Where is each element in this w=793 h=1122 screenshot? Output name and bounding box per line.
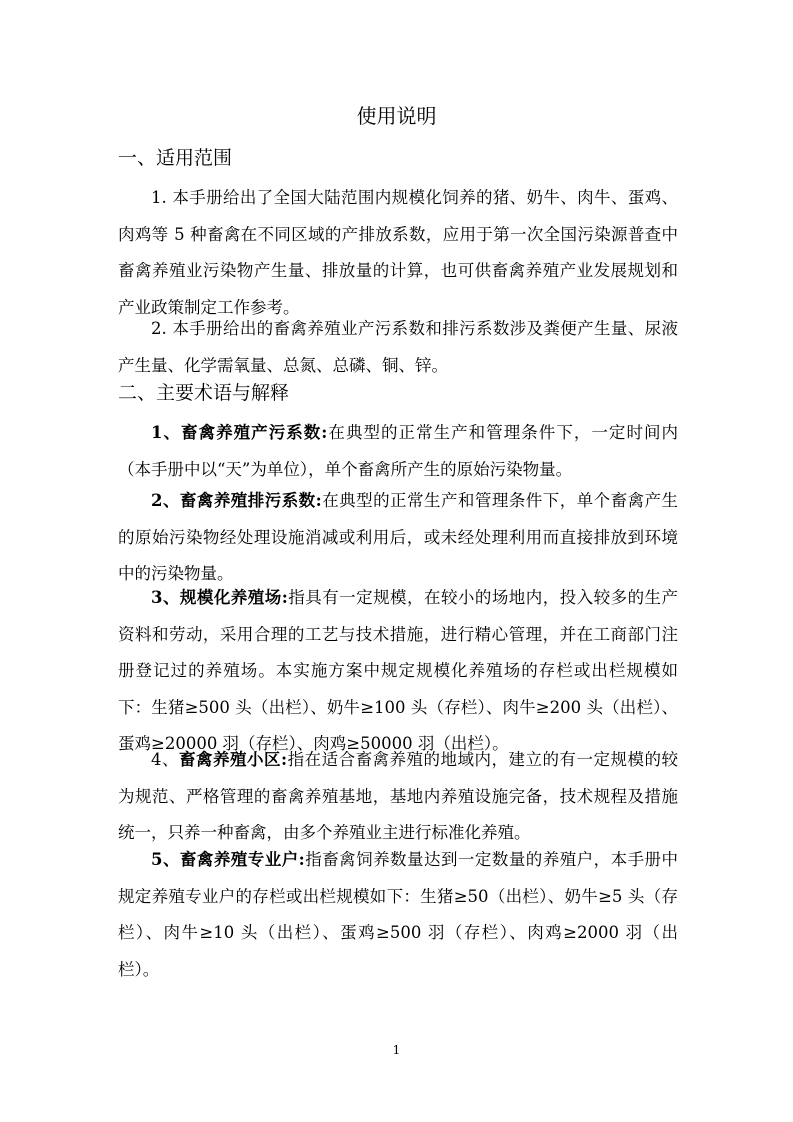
term-production-coefficient [118,415,678,488]
scope-paragraph-1: 1. 本手册给出了全国大陆范围内规模化饲养的猪、奶牛、肉牛、蛋鸡、肉鸡等 5 种畜禽在不同区域的产排放系数，应用于第一次全国污染源普查中畜禽养殖业污染物产生量、排放量的计算，也可供畜禽养殖产业发展规划和产业政策制定工作参考。 [118,188,678,317]
scope-paragraph-2: 2. 本手册给出的畜禽养殖业产污系数和排污系数涉及粪便产生量、尿液产生量、化学需氧量、总氮、总磷、铜、锌。 [118,319,678,375]
term-large-scale-farm [118,580,678,763]
page-number: 1 [392,1043,401,1057]
term-label: 1、畜禽养殖产污系数: [151,423,328,442]
term-specialized-household [118,842,678,988]
term-definition: 在典型的正常生产和管理条件下，一定时间内（本手册中以“天”为单位），单个畜禽所产生的原始污染物量。 [118,423,679,479]
section-heading-scope: 一、适用范围 [118,147,233,169]
term-breeding-community [118,742,678,852]
term-discharge-coefficient [118,483,678,593]
term-label: 5、畜禽养殖专业户: [151,850,305,869]
term-label: 2、畜禽养殖排污系数: [151,491,322,510]
term-definition: 指在适合畜禽养殖的地域内，建立的有一定规模的较为规范、严格管理的畜禽养殖基地，基地内养殖设施完备，技术规程及措施统一，只养一种畜禽，由多个养殖业主进行标准化养殖。 [118,750,679,842]
section-heading-terms: 二、主要术语与解释 [118,382,290,404]
term-label: 3、规模化养殖场: [151,588,288,607]
term-label: 畜禽养殖小区: [179,750,288,769]
term-definition: 在典型的正常生产和管理条件下，单个畜禽产生的原始污染物经处理设施消减或利用后，或未经处理利用而直接排放到环境中的污染物量。 [118,491,679,583]
page-title: 使用说明 [356,104,437,128]
term-definition: 指具有一定规模，在较小的场地内，投入较多的生产资料和劳动，采用合理的工艺与技术措施，进行精心管理，并在工商部门注册登记过的养殖场。本实施方案中规定规模化养殖场的存栏或出栏规模如下：生猪≥500 头（出栏）、奶牛≥100 头（存栏）、肉牛≥200 头（出栏）、蛋鸡≥20000 羽（存栏）、肉鸡≥50000 羽（出栏）。 [118,588,678,753]
term-number: 4、 [151,750,179,769]
term-definition: 指畜禽饲养数量达到一定数量的养殖户，本手册中规定养殖专业户的存栏或出栏规模如下：生猪≥50（出栏）、奶牛≥5 头（存栏）、肉牛≥10 头（出栏）、蛋鸡≥500 羽（存栏）、肉鸡≥2000 羽（出栏）。 [118,850,679,979]
